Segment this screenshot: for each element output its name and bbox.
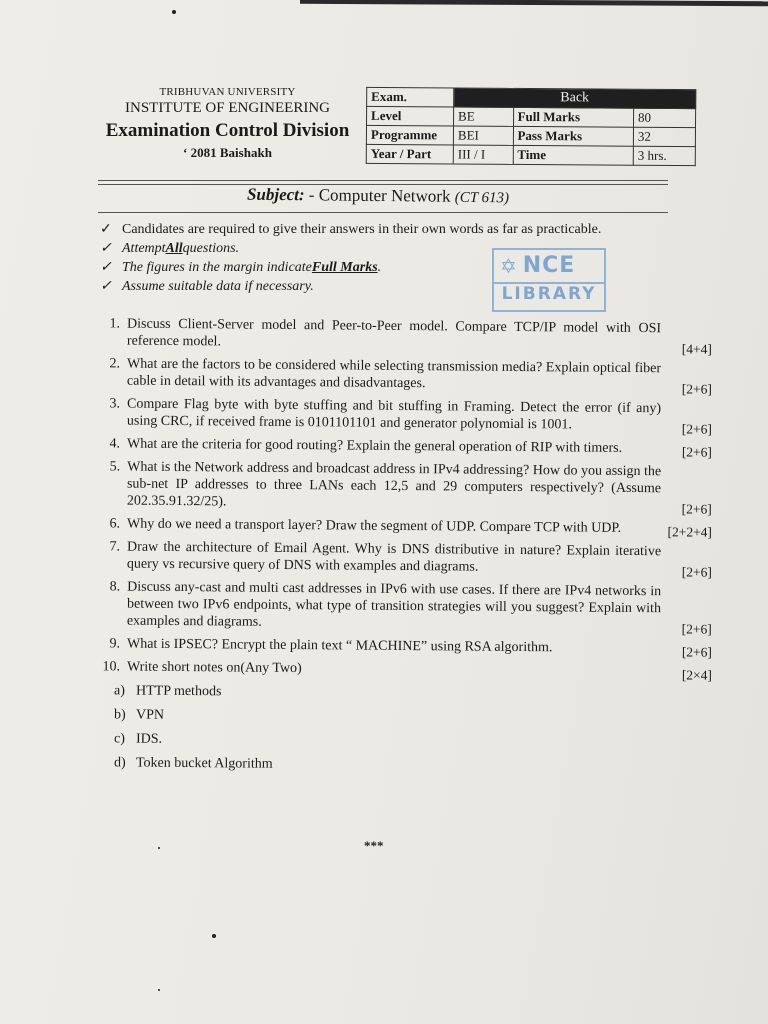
question-number: 3. (109, 396, 121, 412)
question-text: What are the criteria for good routing? Explain the general operation of RIP with timers. (126, 436, 623, 456)
sub-item-letter: d) (113, 755, 126, 771)
instruction-text: Attempt (122, 240, 166, 256)
institute-name: INSTITUTE OF ENGINEERING (125, 100, 330, 116)
question-marks: [2+6] (681, 381, 712, 397)
divider (98, 180, 668, 181)
question-marks: [2+6] (681, 621, 712, 637)
stamp-line-1: NCE (522, 253, 576, 278)
divider (98, 184, 668, 185)
time-label: Time (513, 145, 634, 165)
question-number: 6. (109, 516, 121, 532)
question-text: Compare Flag byte with byte stuffing and bit stuffing in Framing. Detect the error (if any) using CRC, if received frame is 0101101101 and generator polynomial is 1001. (126, 396, 662, 433)
question-item (94, 538, 714, 580)
questions-list (94, 318, 714, 774)
question-number: 2. (109, 356, 121, 372)
question-item (94, 435, 714, 460)
library-stamp (492, 248, 606, 312)
subject-code: (CT 613) (454, 189, 510, 207)
sub-item (114, 730, 714, 752)
check-icon: ✓ (100, 279, 112, 294)
question-item (94, 315, 714, 357)
question-marks: [2+6] (681, 501, 712, 517)
check-icon: ✓ (100, 222, 112, 237)
year-part-label: Year / Part (366, 144, 453, 164)
question-marks: [4+4] (681, 341, 712, 357)
subject-line (247, 185, 509, 208)
session-text: 2081 Baishakh (190, 145, 272, 160)
year-part-value: III / I (453, 145, 513, 164)
question-marks: [2+6] (681, 564, 712, 580)
question-number: 1. (109, 316, 121, 332)
instruction-text: Candidates are required to give their answers in their own words as far as practicable. (122, 221, 602, 237)
subject-name: - Computer Network (308, 185, 451, 206)
question-item (94, 578, 714, 637)
full-marks-label: Full Marks (513, 107, 634, 127)
pass-marks-label: Pass Marks (513, 126, 634, 146)
question-item (94, 395, 714, 437)
question-marks: [2+6] (681, 421, 712, 437)
check-icon: ✓ (100, 260, 112, 275)
question-marks: [2+2+4] (667, 524, 713, 540)
question-text: Discuss any-cast and multi cast addresses in IPv6 with use cases. If there are IPv4 networks in between two IPv6 endpoints, what type of transition strategies will you suggest? Explain with examples and diagrams. (126, 579, 662, 630)
exam-info-table (366, 87, 697, 166)
instruction-text: questions. (182, 240, 240, 256)
sub-item-letter: b) (113, 707, 126, 723)
question-text: What is the Network address and broadcast address in IPv4 addressing? How do you assign the sub-net IP addresses to three LANs each 12,5 and 29 computers respectively? (Assume 202.35.91.32/25). (126, 459, 662, 510)
star-icon: ✡ (500, 254, 517, 278)
division-name: Examination Control Division (105, 120, 350, 141)
question-marks: [2+6] (681, 644, 713, 660)
question-text: Draw the architecture of Email Agent. Why is DNS distributive in nature? Explain iterative query vs recursive query of DNS with examples and diagrams. (126, 539, 662, 575)
question-number: 9. (109, 636, 121, 652)
question-marks: [2×4] (681, 667, 713, 683)
question-text: Discuss Client-Server model and Peer-to-Peer model. Compare TCP/IP model with OSI reference model. (126, 316, 662, 350)
question-number: 5. (109, 459, 121, 475)
instruction-emphasis: Full Marks (311, 259, 378, 275)
question-text: What are the factors to be considered while selecting transmission media? Explain optical fiber cable in detail with its advantages and disadvantages. (126, 356, 662, 392)
scan-speck (212, 934, 216, 938)
question-item (94, 355, 714, 397)
instruction-text: Assume suitable data if necessary. (122, 278, 314, 294)
question-item (94, 635, 714, 660)
exam-value: Back (454, 88, 696, 109)
instruction-emphasis: All (165, 240, 183, 256)
question-item (94, 658, 714, 683)
sub-item-text: IDS. (135, 731, 163, 747)
sub-item (114, 754, 714, 776)
sub-item (114, 706, 714, 728)
question-text: Why do we need a transport layer? Draw the segment of UDP. Compare TCP with UDP. (126, 516, 622, 536)
sub-item-letter: a) (113, 683, 125, 699)
instruction-text: . (377, 259, 382, 275)
stamp-line-2: LIBRARY (494, 282, 604, 304)
question-number: 4. (109, 436, 121, 452)
question-marks: [2+6] (681, 444, 713, 460)
instruction-item (100, 220, 660, 239)
scan-speck (172, 10, 176, 14)
question-item (94, 515, 714, 540)
instruction-text: The figures in the margin indicate (122, 259, 312, 275)
exam-label: Exam. (367, 87, 454, 107)
question-text: Write short notes on(Any Two) (126, 659, 302, 677)
university-name: TRIBHUVAN UNIVERSITY (159, 86, 296, 98)
exam-header (95, 86, 360, 161)
sub-item (114, 682, 714, 704)
scan-speck (158, 989, 160, 991)
level-value: BE (454, 107, 514, 126)
time-value: 3 hrs. (633, 146, 695, 165)
scan-speck (158, 847, 160, 849)
level-label: Level (367, 106, 454, 126)
question-number: 8. (109, 579, 121, 595)
programme-label: Programme (366, 125, 453, 145)
question-number: 10. (102, 659, 121, 675)
sub-item-text: VPN (135, 707, 165, 723)
pass-marks-value: 32 (633, 127, 695, 146)
sub-item-text: Token bucket Algorithm (135, 755, 273, 772)
end-mark: *** (364, 838, 384, 853)
question-item (94, 458, 714, 517)
question-text: What is IPSEC? Encrypt the plain text “ MACHINE” using RSA algorithm. (126, 636, 553, 656)
question-number: 7. (109, 539, 121, 555)
scan-edge (300, 0, 768, 6)
divider (98, 212, 668, 213)
subject-label: Subject: (246, 184, 305, 205)
full-marks-value: 80 (634, 108, 696, 127)
exam-session: ‘ 2081 Baishakh (183, 145, 272, 160)
check-icon: ✓ (100, 241, 112, 256)
sub-item-letter: c) (113, 731, 125, 747)
sub-item-text: HTTP methods (135, 683, 222, 700)
programme-value: BEI (453, 126, 513, 145)
